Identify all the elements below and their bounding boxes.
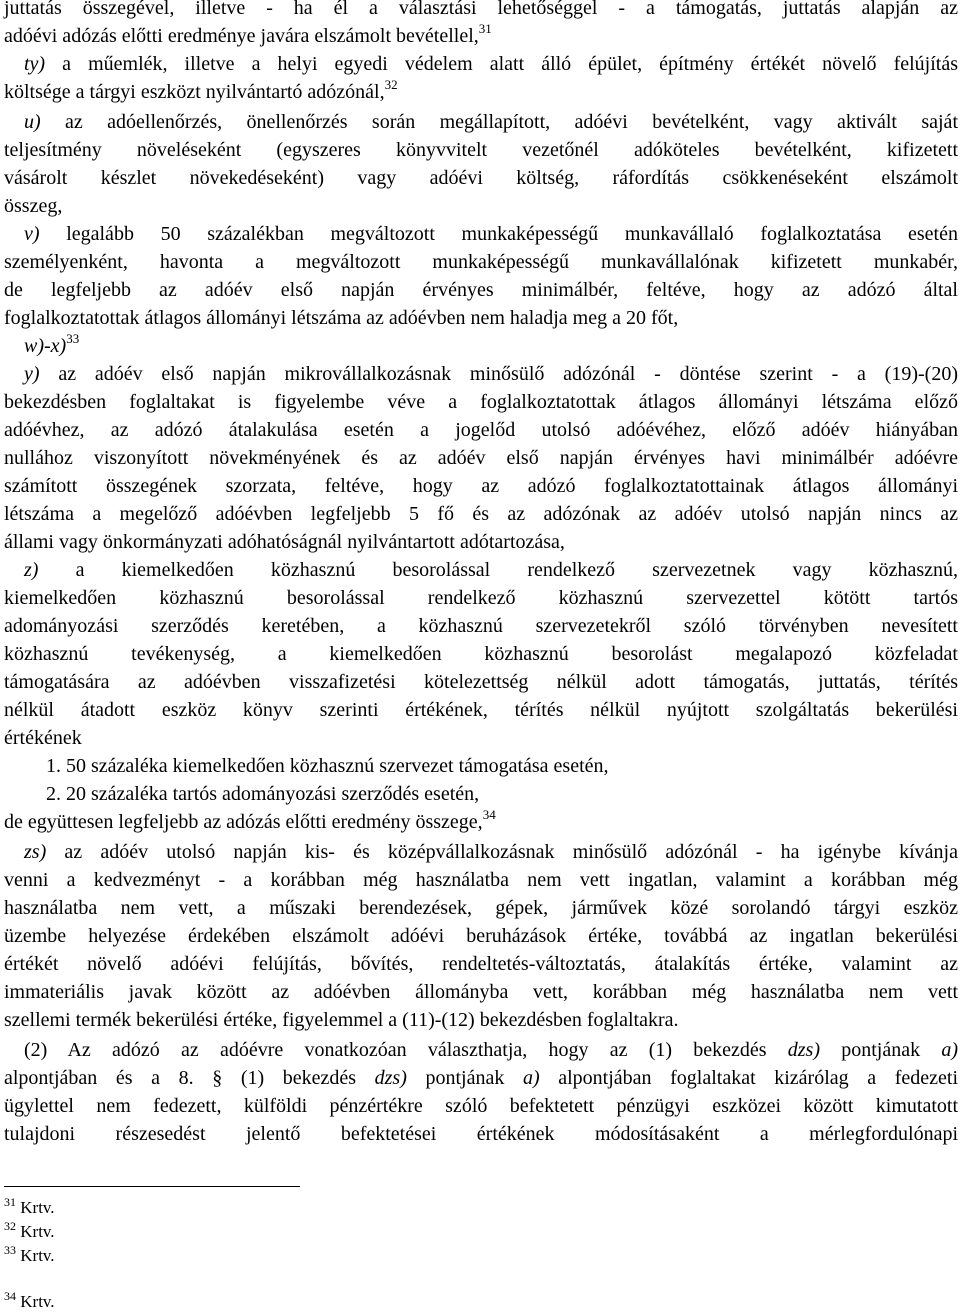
item-zs-line: használatba nem vett, a műszaki berendezések, gépek, járművek közé sorolandó tárgyi eszköz (4, 897, 958, 919)
item-label: u) (24, 111, 41, 133)
item-y-line: adóévhez, az adózó átalakulása esetén a jogelőd utolsó adóévéhez, előző adóév hiányában (4, 419, 958, 441)
item-z-line: értékének (4, 727, 82, 749)
item-label: y) (24, 363, 40, 385)
item-u-line: teljesítmény növeléseként (egyszeres könyvvitelt vezetőnél adóköteles bevételként, kifizetett (4, 139, 958, 161)
item-label: z) (24, 559, 39, 581)
item-u-line: vásárolt készlet növekedéseként) vagy adóévi költség, ráfordítás csökkenéseként elszámolt (4, 167, 958, 189)
item-wx-line (4, 332, 958, 360)
text-line: adóévi adózás előtti eredménye javára elszámolt bevétellel,$^{31}$ (4, 21, 492, 47)
item-zs-line: venni a kedvezményt - a korábban még használatba nem vett ingatlan, valamint a korábban még (4, 869, 958, 891)
footnote-ref[interactable]: 33 (66, 331, 80, 346)
item-label: w)-x) (24, 335, 67, 357)
paragraph-2-line: ügylettel nem fedezett, külföldi pénzértékre szóló befektetett pénzügyi eszközei között kimutatott (4, 1095, 958, 1117)
item-y-line: nullához viszonyított növekményének és az adóév első napján érvényes havi minimálbér adóévre (4, 447, 958, 469)
item-label: v) (24, 223, 40, 245)
footnote: $^{31}$ Krtv. (4, 1195, 55, 1217)
item-z-line: kiemelkedően közhasznú besorolással rendelkező közhasznú szervezettel kötött tartós (4, 587, 958, 609)
item-y-line: y) az adóév első napján mikrovállalkozásnak minősülő adózónál - döntése szerint - a (19)-(20) (24, 363, 958, 385)
item-z-line: adományozási szerződés keretében, a közhasznú szervezetekről szóló törvényben nevesített (4, 615, 958, 637)
footnote-separator (4, 1186, 300, 1187)
paragraph-2-line: (2) Az adózó az adóévre vonatkozóan választhatja, hogy az (1) bekezdés dzs) pontjának a) (24, 1039, 958, 1061)
item-u-line: összeg, (4, 195, 63, 217)
item-v-line: v) legalább 50 százalékban megváltozott munkaképességű munkavállaló foglalkoztatása esetén (24, 223, 958, 245)
footnote-ref[interactable]: 31 (478, 21, 492, 36)
item-y-line: bekezdésben foglaltakat is figyelembe véve a foglalkoztatottak átlagos állományi létszáma előző (4, 391, 958, 413)
footnote-ref[interactable]: 32 (384, 77, 398, 92)
item-u-line: u) az adóellenőrzés, önellenőrzés során megállapított, adóévi bevételként, vagy aktivált saját (24, 111, 958, 133)
item-v-line: de legfeljebb az adóév első napján érvényes minimálbér, feltéve, hogy az adózó által (4, 279, 958, 301)
item-v-line: személyenként, havonta a megváltozott munkaképességű munkavállalónak kifizetett munkabér, (4, 251, 958, 273)
item-z-line: támogatására az adóévben visszafizetési kötelezettség nélkül adott támogatás, juttatás, térítés (4, 671, 958, 693)
item-z-line: közhasznú tevékenység, a kiemelkedően közhasznú besorolást megalapozó közfeladat (4, 643, 958, 665)
footnote-ref[interactable]: 34 (482, 807, 496, 822)
footnote: $^{32}$ Krtv. (4, 1219, 55, 1241)
item-label: ty) (24, 53, 46, 75)
list-item: 2. 20 százaléka tartós adományozási szerződés esetén, (46, 783, 480, 805)
item-z-line: de együttesen legfeljebb az adózás előtti eredmény összege,$^{34}$ (4, 807, 496, 833)
item-ty-line: ty) a műemlék, illetve a helyi egyedi védelem alatt álló épület, építmény értékét növelő felújítás (24, 53, 958, 75)
item-z-line: z) a kiemelkedően közhasznú besorolással rendelkező szervezetnek vagy közhasznú, (24, 559, 958, 581)
item-y-line: létszáma a megelőző adóévben legfeljebb 5 fő és az adózónak az adóév utolsó napján nincs az (4, 503, 958, 525)
item-zs-line: szellemi termék bekerülési értéke, figyelemmel a (11)-(12) bekezdésben foglaltakra. (4, 1009, 679, 1031)
item-y-line: állami vagy önkormányzati adóhatóságnál nyilvántartott adótartozása, (4, 531, 565, 553)
item-z-line: nélkül átadott eszköz könyv szerinti értékének, térítés nélkül nyújtott szolgáltatás bekerülési (4, 699, 958, 721)
list-item: 1. 50 százaléka kiemelkedően közhasznú szervezet támogatása esetén, (46, 755, 609, 777)
item-zs-line: immateriális javak között az adóévben állományba vett, korábban még használatba nem vett (4, 981, 958, 1003)
item-v-line: foglalkoztatottak átlagos állományi létszáma az adóévben nem haladja meg a 20 főt, (4, 307, 679, 329)
item-ty-line: költsége a tárgyi eszközt nyilvántartó adózónál,$^{32}$ (4, 77, 398, 103)
item-label: zs) (24, 841, 47, 863)
item-zs-line: értékét növelő adóévi felújítás, bővítés, rendeltetés-változtatás, átalakítás értéke, valamint az (4, 953, 958, 975)
footnote: $^{34}$ Krtv. (4, 1289, 55, 1311)
item-zs-line: üzembe helyezése érdekében elszámolt adóévi beruházások értéke, továbbá az ingatlan bekerülési (4, 925, 958, 947)
item-y-line: számított összegének szorzata, feltéve, hogy az adózó foglalkoztatottainak átlagos állományi (4, 475, 958, 497)
footnote: $^{33}$ Krtv. (4, 1243, 55, 1265)
text-line: juttatás összegével, illetve - ha él a választási lehetőséggel - a támogatás, juttatás alapján az (4, 0, 958, 19)
paragraph-2-line: tulajdoni részesedést jelentő befektetései értékének módosításaként a mérlegfordulónapi (4, 1123, 958, 1145)
paragraph-2-line: alpontjában és a 8. § (1) bekezdés dzs) pontjának a) alpontjában foglaltakat kizárólag a fedezeti (4, 1067, 958, 1089)
item-zs-line: zs) az adóév utolsó napján kis- és középvállalkozásnak minősülő adózónál - ha igénybe kívánja (24, 841, 958, 863)
